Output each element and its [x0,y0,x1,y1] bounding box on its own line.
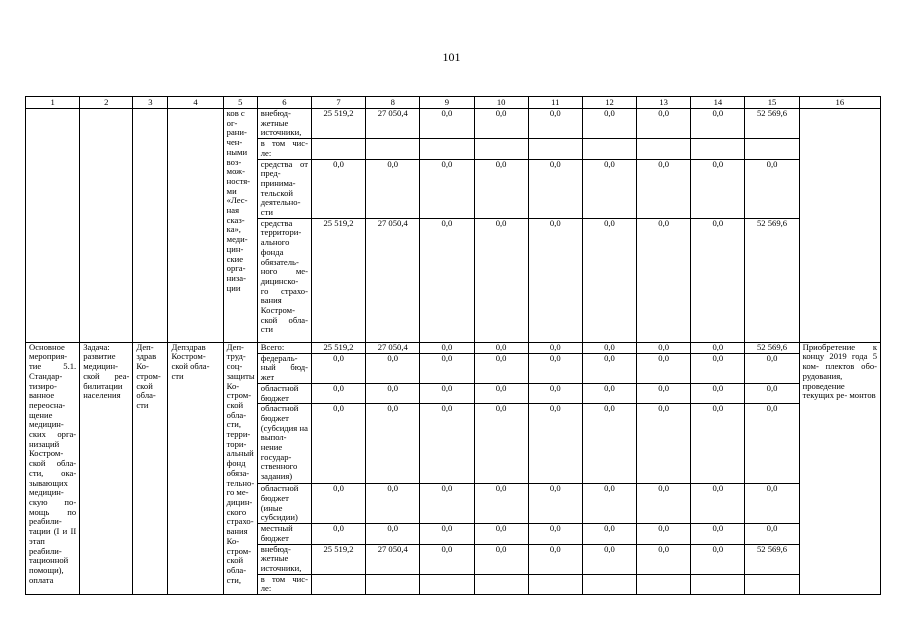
funding-source-cell: областной бюджет (субсидия на выпол- нение государ- ственного задания) [257,404,311,484]
value-cell: 52 569,6 [745,109,799,139]
value-cell: 0,0 [691,159,745,218]
value-cell: 0,0 [691,218,745,342]
executor-cell: Депздрав Костром- ской обла- сти [168,342,223,594]
value-cell: 0,0 [528,544,582,574]
value-cell [366,139,420,159]
value-cell: 0,0 [582,109,636,139]
column-header: 8 [366,97,420,109]
value-cell: 0,0 [420,484,474,524]
value-cell: 0,0 [637,544,691,574]
value-cell: 0,0 [474,404,528,484]
value-cell: 0,0 [582,383,636,403]
coexecutor-cell: Деп- труд- соц- защиты Ко- стром- ской обла- сти, терри- тори- альный фонд обяза- тельно- го ме- дицин- ского страхо- вания Ко- стром- ской обла- сти, [223,342,257,594]
value-cell: 0,0 [474,159,528,218]
value-cell [691,139,745,159]
value-cell: 0,0 [691,524,745,544]
result-cell [799,109,880,343]
funding-source-cell: в том чис- ле: [257,574,311,594]
table-row [26,109,881,139]
value-cell: 0,0 [745,484,799,524]
value-cell: 0,0 [420,353,474,383]
value-cell: 0,0 [582,218,636,342]
value-cell: 27 050,4 [366,342,420,353]
value-cell [311,139,365,159]
value-cell: 0,0 [582,353,636,383]
value-cell [311,574,365,594]
value-cell: 0,0 [420,383,474,403]
funding-source-cell: федераль- ный бюд- жет [257,353,311,383]
value-cell: 0,0 [366,524,420,544]
value-cell: 0,0 [366,159,420,218]
value-cell: 0,0 [528,342,582,353]
value-cell [637,139,691,159]
value-cell [420,139,474,159]
value-cell: 0,0 [637,342,691,353]
column-header: 6 [257,97,311,109]
value-cell: 0,0 [637,484,691,524]
value-cell: 0,0 [420,404,474,484]
funding-source-cell: областной бюджет [257,383,311,403]
funding-source-cell: областной бюджет (иные субсидии) [257,484,311,524]
value-cell: 0,0 [420,218,474,342]
value-cell: 0,0 [745,404,799,484]
value-cell [420,574,474,594]
value-cell: 0,0 [311,159,365,218]
executor-cell [168,109,223,343]
value-cell: 0,0 [691,109,745,139]
value-cell: 0,0 [745,353,799,383]
value-cell [528,139,582,159]
value-cell: 0,0 [474,383,528,403]
column-header: 16 [799,97,880,109]
value-cell: 0,0 [528,524,582,544]
value-cell: 0,0 [745,524,799,544]
table-row [26,342,881,353]
task-cell [80,109,133,343]
value-cell: 0,0 [366,404,420,484]
funding-source-cell: внебюд- жетные источники, [257,109,311,139]
value-cell [528,574,582,594]
value-cell [474,139,528,159]
funding-source-cell: средства от пред- принима- тельской деятельно- сти [257,159,311,218]
value-cell [637,574,691,594]
value-cell: 0,0 [637,524,691,544]
column-header: 13 [637,97,691,109]
value-cell: 52 569,6 [745,342,799,353]
value-cell: 27 050,4 [366,109,420,139]
column-header: 9 [420,97,474,109]
value-cell: 0,0 [637,159,691,218]
value-cell: 0,0 [420,342,474,353]
value-cell: 0,0 [528,109,582,139]
column-header: 2 [80,97,133,109]
value-cell: 0,0 [582,159,636,218]
activity-cell [26,109,80,343]
value-cell: 0,0 [637,383,691,403]
column-header: 7 [311,97,365,109]
value-cell: 0,0 [474,342,528,353]
value-cell: 0,0 [474,109,528,139]
value-cell: 0,0 [311,383,365,403]
value-cell: 0,0 [366,484,420,524]
value-cell: 0,0 [474,484,528,524]
value-cell: 0,0 [745,159,799,218]
column-header: 15 [745,97,799,109]
value-cell: 0,0 [528,218,582,342]
value-cell: 0,0 [311,353,365,383]
value-cell [474,574,528,594]
value-cell [745,139,799,159]
value-cell [582,139,636,159]
customer-cell [133,109,168,343]
funding-source-cell: местный бюджет [257,524,311,544]
value-cell: 0,0 [582,484,636,524]
task-cell: Задача: развитие медицин- ской реа- билитации населения [80,342,133,594]
value-cell [745,574,799,594]
value-cell: 0,0 [311,404,365,484]
funding-source-cell: внебюд- жетные источники, [257,544,311,574]
value-cell: 0,0 [311,524,365,544]
value-cell: 0,0 [420,159,474,218]
value-cell: 0,0 [637,404,691,484]
value-cell: 0,0 [691,353,745,383]
budget-table [25,96,881,595]
value-cell: 0,0 [528,159,582,218]
value-cell: 0,0 [637,109,691,139]
column-header: 5 [223,97,257,109]
value-cell: 0,0 [582,544,636,574]
value-cell: 0,0 [366,383,420,403]
value-cell: 0,0 [474,353,528,383]
value-cell: 0,0 [366,353,420,383]
value-cell: 27 050,4 [366,544,420,574]
customer-cell: Деп- здрав Ко- стром- ской обла- сти [133,342,168,594]
funding-source-cell: Всего: [257,342,311,353]
header-row [26,97,881,109]
value-cell: 0,0 [745,383,799,403]
column-header: 12 [582,97,636,109]
value-cell: 0,0 [582,342,636,353]
value-cell: 0,0 [691,484,745,524]
value-cell: 52 569,6 [745,544,799,574]
value-cell: 0,0 [582,524,636,544]
value-cell: 0,0 [420,524,474,544]
column-header: 10 [474,97,528,109]
column-header: 11 [528,97,582,109]
value-cell: 0,0 [420,109,474,139]
result-cell: Приобретение к концу 2019 года 5 ком- плектов обо- рудования, проведение текущих ре- монтов [799,342,880,594]
value-cell: 0,0 [582,404,636,484]
value-cell [582,574,636,594]
value-cell: 0,0 [691,544,745,574]
column-header: 3 [133,97,168,109]
funding-source-cell: средства территори- ального фонда обязатель- ного ме- дицинско- го страхо- вания Костром- ской обла- сти [257,218,311,342]
column-header: 1 [26,97,80,109]
value-cell: 0,0 [474,544,528,574]
value-cell: 0,0 [311,484,365,524]
value-cell: 0,0 [691,383,745,403]
value-cell: 0,0 [474,218,528,342]
value-cell: 0,0 [528,383,582,403]
value-cell [691,574,745,594]
value-cell: 27 050,4 [366,218,420,342]
column-header: 14 [691,97,745,109]
value-cell: 25 519,2 [311,544,365,574]
value-cell: 0,0 [420,544,474,574]
value-cell: 0,0 [691,404,745,484]
value-cell: 0,0 [474,524,528,544]
value-cell: 25 519,2 [311,218,365,342]
activity-cell: Основное мероприя- тие 5.1. Стандар- тизиро- ванное переосна- щение медицин- ских орга- низаций Костром- ской обла- сти, ока- зывающих медицин- скую по- мощь по реабили- тации (I и II этап реабили- тационной помощи), оплата [26,342,80,594]
value-cell: 0,0 [528,353,582,383]
value-cell: 52 569,6 [745,218,799,342]
page-number: 101 [442,50,461,64]
value-cell: 0,0 [637,218,691,342]
value-cell: 0,0 [637,353,691,383]
value-cell: 0,0 [691,342,745,353]
value-cell: 0,0 [528,484,582,524]
value-cell [366,574,420,594]
value-cell: 25 519,2 [311,342,365,353]
column-header: 4 [168,97,223,109]
funding-source-cell: в том чис- ле: [257,139,311,159]
coexecutor-cell: ков с ог- рани- чен- ными воз- мож- ностя- ми «Лес- ная сказ- ка», меди- цин- ские орга- низа- ции [223,109,257,343]
value-cell: 0,0 [528,404,582,484]
value-cell: 25 519,2 [311,109,365,139]
